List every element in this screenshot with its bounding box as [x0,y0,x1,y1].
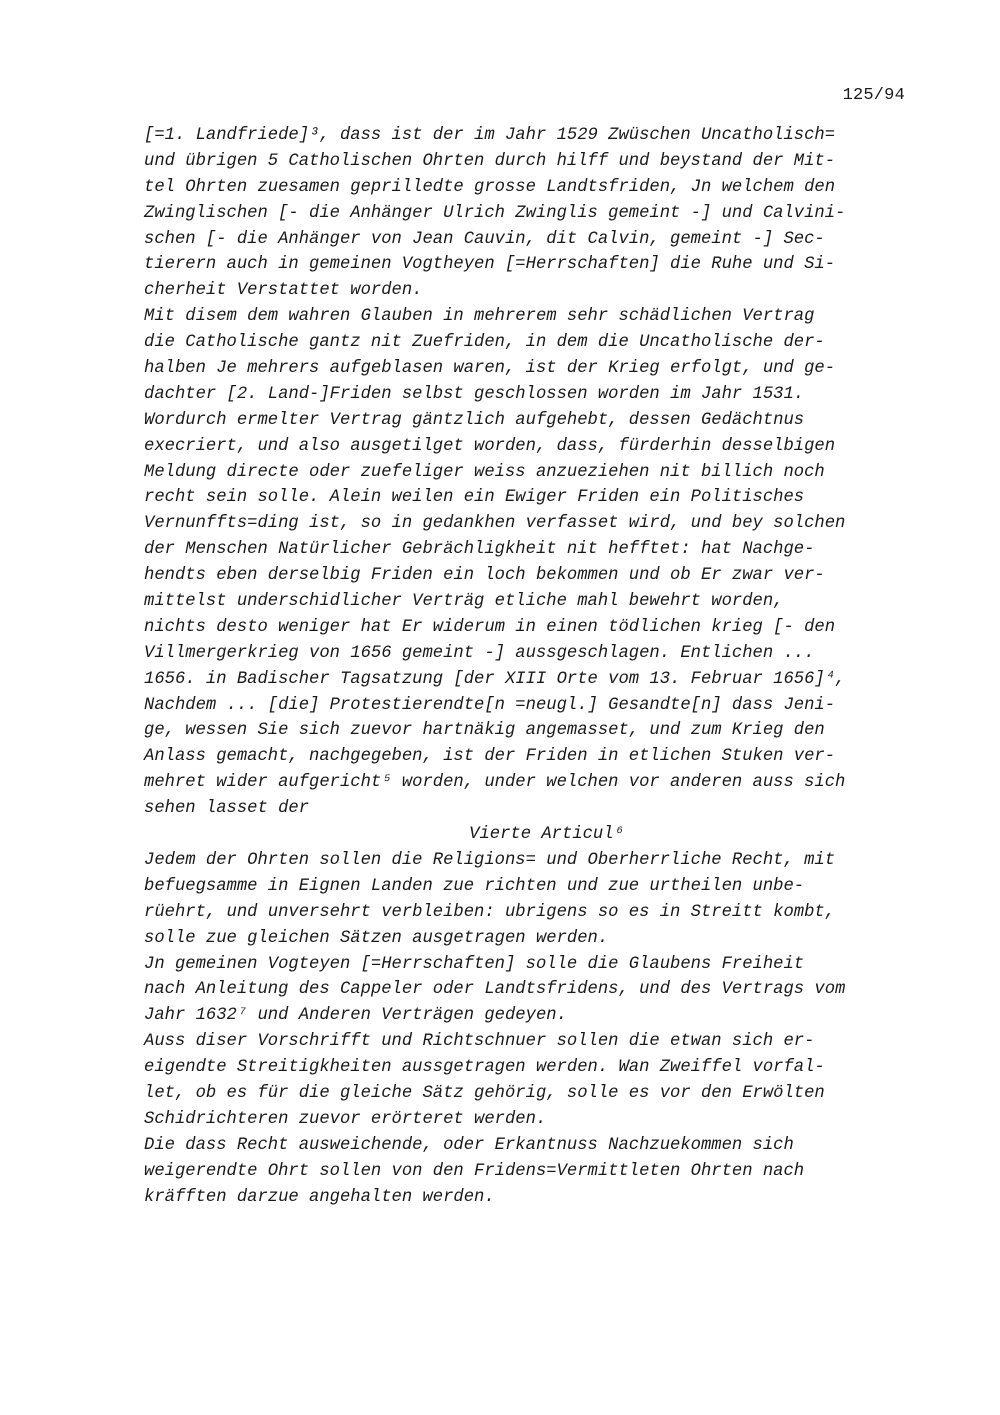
text-line: der Menschen Natürlicher Gebrächligkheit nit hefftet: hat Nachge- [144,540,815,560]
section-heading: Vierte Articul⁶ [469,825,624,845]
text-line: sehen lasset der [144,799,310,819]
text-line: Mit disem dem wahren Glauben in mehrerem sehr schädlichen Vertrag [144,307,815,327]
text-line: mittelst underschidlicher Verträg etliche mahl bewehrt worden, [144,592,784,612]
text-line: recht sein solle. Alein weilen ein Ewiger Friden ein Politisches [144,488,805,508]
text-line: Jahr 1632⁷ und Anderen Verträgen gedeyen. [144,1006,567,1026]
text-line: cherheit Verstattet worden. [144,281,423,301]
text-line: Jn gemeinen Vogteyen [=Herrschaften] solle die Glaubens Freiheit [144,954,805,974]
text-line: tierern auch in gemeinen Vogtheyen [=Herrschaften] die Ruhe und Si- [144,255,836,275]
text-line: 1656. in Badischer Tagsatzung [der XIII Orte vom 13. Februar 1656]⁴, [144,669,846,689]
text-line: nichts desto weniger hat Er widerum in einen tödlichen krieg [- den [144,617,836,637]
text-line: eigendte Streitigkheiten aussgetragen werden. Wan Zweiffel vorfal- [144,1058,825,1078]
text-line: Schidrichteren zuevor erörteret werden. [144,1109,547,1129]
text-line: Meldung directe oder zuefeliger weiss anzueziehen nit billich noch [144,462,825,482]
text-line: die Catholische gantz nit Zuefriden, in dem die Uncatholische der- [144,333,825,353]
text-line: weigerendte Ohrt sollen von den Fridens=Vermittleten Ohrten nach [144,1161,805,1181]
text-line: Vernunffts=ding ist, so in gedankhen verfasset wird, und bey solchen [144,514,846,534]
text-line: Jedem der Ohrten sollen die Religions= und Oberherrliche Recht, mit [144,850,836,870]
text-line: Anlass gemacht, nachgegeben, ist der Friden in etlichen Stuken ver- [144,747,836,767]
text-line: execriert, und also ausgetilget worden, dass, fürderhin desselbigen [144,436,836,456]
text-line: Villmergerkrieg von 1656 gemeint -] aussgeschlagen. Entlichen ... [144,643,815,663]
text-line: mehret wider aufgericht⁵ worden, under welchen vor anderen auss sich [144,773,846,793]
text-line: let, ob es für die gleiche Sätz gehörig, solle es vor den Erwölten [144,1083,825,1103]
text-line: ge, wessen Sie sich zuevor hartnäkig angemasset, und zum Krieg den [144,721,825,741]
text-line: halben Je mehrers aufgeblasen waren, ist der Krieg erfolgt, und ge- [144,359,836,379]
text-line: schen [- die Anhänger von Jean Cauvin, dit Calvin, gemeint -] Sec- [144,229,825,249]
text-line: Auss diser Vorschrifft und Richtschnuer sollen die etwan sich er- [144,1032,815,1052]
text-line: kräfften darzue angehalten werden. [144,1187,495,1207]
text-line: Die dass Recht ausweichende, oder Erkantnuss Nachzuekommen sich [144,1135,794,1155]
text-line: und übrigen 5 Catholischen Ohrten durch hilff und beystand der Mit- [144,151,836,171]
text-line: nach Anleitung des Cappeler oder Landtsfridens, und des Vertrags vom [144,980,846,1000]
text-line: solle zue gleichen Sätzen ausgetragen werden. [144,928,609,948]
text-line: Nachdem ... [die] Protestierendte[n =neugl.] Gesandte[n] dass Jeni- [144,695,836,715]
text-line: rüehrt, und unversehrt verbleiben: ubrigens so es in Streitt kombt, [144,902,836,922]
text-line: hendts eben derselbig Friden ein loch bekommen und ob Er zwar ver- [144,566,825,586]
body-text [144,123,919,1210]
page-number: 125/94 [842,86,905,105]
text-line: dachter [2. Land-]Friden selbst geschlossen worden im Jahr 1531. [144,384,805,404]
text-line: befuegsamme in Eignen Landen zue richten und zue urtheilen unbe- [144,876,805,896]
text-line: tel Ohrten zuesamen geprilledte grosse Landtsfriden, Jn welchem den [144,177,836,197]
text-line: Zwinglischen [- die Anhänger Ulrich Zwinglis gemeint -] und Calvini- [144,203,846,223]
text-line: Wordurch ermelter Vertrag gäntzlich aufgehebt, dessen Gedächtnus [144,410,805,430]
text-line: [=1. Landfriede]³, dass ist der im Jahr 1529 Zwüschen Uncatholisch= [144,126,836,145]
